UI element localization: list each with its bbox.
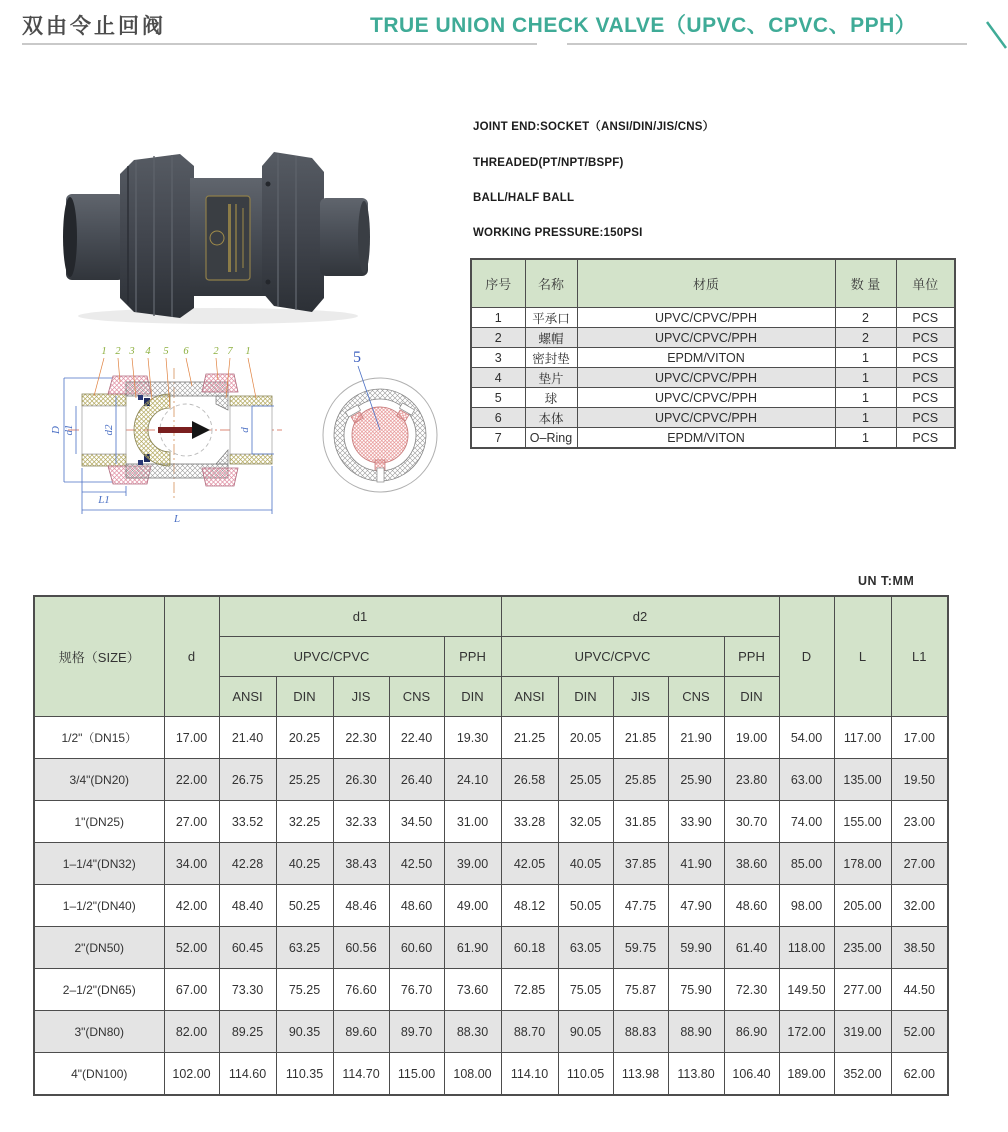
value-cell: 47.90 <box>668 885 724 927</box>
value-cell: 25.25 <box>276 759 333 801</box>
value-cell: 115.00 <box>389 1053 444 1096</box>
value-cell: 41.90 <box>668 843 724 885</box>
value-cell: 26.30 <box>333 759 389 801</box>
table-row <box>34 969 948 1011</box>
value-cell: 25.05 <box>558 759 613 801</box>
callout-3: 3 <box>129 346 135 357</box>
row-key-cell: 3 <box>471 348 525 368</box>
value-cell: 178.00 <box>834 843 891 885</box>
value-cell: 22.30 <box>333 717 389 759</box>
col-header-d1-jis: JIS <box>333 677 389 717</box>
value-cell: 19.30 <box>444 717 501 759</box>
value-cell: 88.90 <box>668 1011 724 1053</box>
dim-table-body <box>34 717 948 1096</box>
value-cell: 82.00 <box>164 1011 219 1053</box>
col-header-unit: 单位 <box>896 259 955 308</box>
value-cell: 114.70 <box>333 1053 389 1096</box>
table-row <box>471 408 955 428</box>
end-view <box>323 349 437 492</box>
row-key-cell: 5 <box>471 388 525 408</box>
col-header-d1-ansi: ANSI <box>219 677 276 717</box>
unit-note: UN T:MM <box>858 574 915 588</box>
value-cell: 48.60 <box>389 885 444 927</box>
value-cell: 110.05 <box>558 1053 613 1096</box>
value-cell: 61.40 <box>724 927 779 969</box>
value-cell: 26.58 <box>501 759 558 801</box>
table-row <box>471 368 955 388</box>
row-key-cell: 3/4"(DN20) <box>34 759 164 801</box>
table-row <box>34 1053 948 1096</box>
value-cell: 88.70 <box>501 1011 558 1053</box>
value-cell: 72.85 <box>501 969 558 1011</box>
dim-label-D: D <box>50 426 62 434</box>
callout-6: 6 <box>183 346 189 357</box>
value-cell: 102.00 <box>164 1053 219 1096</box>
col-header-L: L <box>834 596 891 717</box>
value-cell: UPVC/CPVC/PPH <box>577 368 835 388</box>
value-cell: 34.00 <box>164 843 219 885</box>
value-cell: 47.75 <box>613 885 668 927</box>
valve-left-union-nut <box>120 154 194 318</box>
valve-right-union-nut <box>262 152 324 312</box>
value-cell: 20.25 <box>276 717 333 759</box>
value-cell: 118.00 <box>779 927 834 969</box>
value-cell: 89.25 <box>219 1011 276 1053</box>
value-cell: 52.00 <box>891 1011 948 1053</box>
col-group-d1-pph: PPH <box>444 637 501 677</box>
technical-drawing <box>20 338 460 533</box>
value-cell: 48.46 <box>333 885 389 927</box>
corner-accent-mark <box>985 18 1008 50</box>
value-cell: 25.90 <box>668 759 724 801</box>
value-cell: 32.25 <box>276 801 333 843</box>
value-cell: 本体 <box>525 408 577 428</box>
value-cell: EPDM/VITON <box>577 348 835 368</box>
dim-header-row-1 <box>34 596 948 637</box>
value-cell: 110.35 <box>276 1053 333 1096</box>
value-cell: 85.00 <box>779 843 834 885</box>
spec-ball: BALL/HALF BALL <box>473 192 575 204</box>
table-row <box>34 759 948 801</box>
value-cell: 19.50 <box>891 759 948 801</box>
callout-5: 5 <box>163 346 169 357</box>
value-cell: 114.10 <box>501 1053 558 1096</box>
value-cell: 38.50 <box>891 927 948 969</box>
value-cell: 76.70 <box>389 969 444 1011</box>
col-header-d2-pph-din: DIN <box>724 677 779 717</box>
table-row <box>34 1011 948 1053</box>
value-cell: 74.00 <box>779 801 834 843</box>
value-cell: 1 <box>835 368 896 388</box>
col-group-d2-upvc: UPVC/CPVC <box>501 637 724 677</box>
photo-shadow <box>78 308 358 324</box>
value-cell: 113.80 <box>668 1053 724 1096</box>
value-cell: 1 <box>835 408 896 428</box>
spec-threaded: THREADED(PT/NPT/BSPF) <box>473 157 624 169</box>
value-cell: 50.25 <box>276 885 333 927</box>
row-key-cell: 7 <box>471 428 525 449</box>
value-cell: 60.18 <box>501 927 558 969</box>
value-cell: 24.10 <box>444 759 501 801</box>
value-cell: 277.00 <box>834 969 891 1011</box>
col-header-material: 材质 <box>577 259 835 308</box>
value-cell: 75.87 <box>613 969 668 1011</box>
value-cell: 31.85 <box>613 801 668 843</box>
value-cell: 19.00 <box>724 717 779 759</box>
value-cell: 40.25 <box>276 843 333 885</box>
parts-table-header-row <box>471 259 955 308</box>
table-row <box>34 717 948 759</box>
value-cell: 62.00 <box>891 1053 948 1096</box>
value-cell: 113.98 <box>613 1053 668 1096</box>
col-header-L1: L1 <box>891 596 948 717</box>
value-cell: 37.85 <box>613 843 668 885</box>
row-key-cell: 2 <box>471 328 525 348</box>
value-cell: 59.75 <box>613 927 668 969</box>
value-cell: 17.00 <box>891 717 948 759</box>
row-key-cell: 1–1/2"(DN40) <box>34 885 164 927</box>
dim-label-L1: L1 <box>98 494 110 506</box>
value-cell: 23.80 <box>724 759 779 801</box>
value-cell: 1 <box>835 348 896 368</box>
col-header-d2-din: DIN <box>558 677 613 717</box>
table-row <box>34 843 948 885</box>
col-header-d2-cns: CNS <box>668 677 724 717</box>
col-header-size: 规格（SIZE） <box>34 596 164 717</box>
callout-1: 1 <box>101 346 107 357</box>
value-cell: PCS <box>896 328 955 348</box>
value-cell: 密封垫 <box>525 348 577 368</box>
value-cell: 30.70 <box>724 801 779 843</box>
value-cell: PCS <box>896 428 955 449</box>
value-cell: 73.30 <box>219 969 276 1011</box>
value-cell: 50.05 <box>558 885 613 927</box>
row-key-cell: 4 <box>471 368 525 388</box>
value-cell: 平承口 <box>525 308 577 328</box>
value-cell: 42.05 <box>501 843 558 885</box>
value-cell: 89.60 <box>333 1011 389 1053</box>
row-key-cell: 1"(DN25) <box>34 801 164 843</box>
parts-table-body <box>471 308 955 449</box>
flow-arrow <box>158 421 210 439</box>
col-header-qty: 数 量 <box>835 259 896 308</box>
value-cell: 60.45 <box>219 927 276 969</box>
page-title-english: TRUE UNION CHECK VALVE（UPVC、CPVC、PPH） <box>370 14 917 37</box>
value-cell: 89.70 <box>389 1011 444 1053</box>
value-cell: 76.60 <box>333 969 389 1011</box>
callout-numbers <box>101 346 250 357</box>
value-cell: 31.00 <box>444 801 501 843</box>
col-group-d2-pph: PPH <box>724 637 779 677</box>
dim-label-L: L <box>173 513 181 525</box>
value-cell: 235.00 <box>834 927 891 969</box>
table-row <box>34 801 948 843</box>
value-cell: 90.35 <box>276 1011 333 1053</box>
col-header-name: 名称 <box>525 259 577 308</box>
value-cell: PCS <box>896 368 955 388</box>
value-cell: 86.90 <box>724 1011 779 1053</box>
header-divider-left <box>22 43 537 45</box>
value-cell: 21.40 <box>219 717 276 759</box>
dim-label-d1: d1 <box>63 424 75 436</box>
table-row <box>471 328 955 348</box>
value-cell: 205.00 <box>834 885 891 927</box>
value-cell: 48.60 <box>724 885 779 927</box>
value-cell: 32.33 <box>333 801 389 843</box>
value-cell: 38.60 <box>724 843 779 885</box>
value-cell: UPVC/CPVC/PPH <box>577 308 835 328</box>
spec-list <box>473 118 714 262</box>
col-header-index: 序号 <box>471 259 525 308</box>
table-row <box>471 388 955 408</box>
col-group-d1: d1 <box>219 596 501 637</box>
callout-1b: 1 <box>245 346 251 357</box>
value-cell: 106.40 <box>724 1053 779 1096</box>
value-cell: 球 <box>525 388 577 408</box>
value-cell: 22.40 <box>389 717 444 759</box>
dimension-table <box>33 595 949 1096</box>
value-cell: 25.85 <box>613 759 668 801</box>
value-cell: 49.00 <box>444 885 501 927</box>
value-cell: 33.28 <box>501 801 558 843</box>
value-cell: 21.25 <box>501 717 558 759</box>
value-cell: 60.56 <box>333 927 389 969</box>
spec-working-pressure: WORKING PRESSURE:150PSI <box>473 227 643 239</box>
value-cell: 32.05 <box>558 801 613 843</box>
table-row <box>471 428 955 449</box>
value-cell: 40.05 <box>558 843 613 885</box>
row-key-cell: 4"(DN100) <box>34 1053 164 1096</box>
value-cell: 21.90 <box>668 717 724 759</box>
value-cell: 54.00 <box>779 717 834 759</box>
value-cell: 52.00 <box>164 927 219 969</box>
value-cell: 27.00 <box>164 801 219 843</box>
value-cell: 42.28 <box>219 843 276 885</box>
value-cell: EPDM/VITON <box>577 428 835 449</box>
value-cell: 98.00 <box>779 885 834 927</box>
row-key-cell: 1/2"（DN15） <box>34 717 164 759</box>
value-cell: 88.83 <box>613 1011 668 1053</box>
value-cell: 2 <box>835 308 896 328</box>
value-cell: 61.90 <box>444 927 501 969</box>
value-cell: 60.60 <box>389 927 444 969</box>
value-cell: 21.85 <box>613 717 668 759</box>
col-header-d1-pph-din: DIN <box>444 677 501 717</box>
value-cell: 352.00 <box>834 1053 891 1096</box>
value-cell: 63.25 <box>276 927 333 969</box>
col-header-D: D <box>779 596 834 717</box>
value-cell: 63.05 <box>558 927 613 969</box>
value-cell: 32.00 <box>891 885 948 927</box>
value-cell: 72.30 <box>724 969 779 1011</box>
value-cell: 42.00 <box>164 885 219 927</box>
value-cell: 117.00 <box>834 717 891 759</box>
page-title-chinese: 双由令止回阀 <box>22 15 166 38</box>
value-cell: 75.05 <box>558 969 613 1011</box>
col-group-d1-upvc: UPVC/CPVC <box>219 637 444 677</box>
dim-label-d: d <box>239 427 251 433</box>
value-cell: 26.75 <box>219 759 276 801</box>
value-cell: 135.00 <box>834 759 891 801</box>
value-cell: 114.60 <box>219 1053 276 1096</box>
row-key-cell: 2–1/2"(DN65) <box>34 969 164 1011</box>
table-row <box>471 308 955 328</box>
col-header-d2-jis: JIS <box>613 677 668 717</box>
col-header-d: d <box>164 596 219 717</box>
value-cell: 33.52 <box>219 801 276 843</box>
value-cell: 26.40 <box>389 759 444 801</box>
value-cell: 108.00 <box>444 1053 501 1096</box>
row-key-cell: 3"(DN80) <box>34 1011 164 1053</box>
value-cell: 75.25 <box>276 969 333 1011</box>
end-view-callout-5: 5 <box>353 349 361 366</box>
value-cell: 垫片 <box>525 368 577 388</box>
value-cell: PCS <box>896 348 955 368</box>
value-cell: 20.05 <box>558 717 613 759</box>
col-header-d1-cns: CNS <box>389 677 444 717</box>
col-header-d2-ansi: ANSI <box>501 677 558 717</box>
value-cell: 27.00 <box>891 843 948 885</box>
col-group-d2: d2 <box>501 596 779 637</box>
value-cell: 63.00 <box>779 759 834 801</box>
value-cell: 67.00 <box>164 969 219 1011</box>
table-row <box>471 348 955 368</box>
value-cell: UPVC/CPVC/PPH <box>577 388 835 408</box>
value-cell: 34.50 <box>389 801 444 843</box>
value-cell: 33.90 <box>668 801 724 843</box>
value-cell: UPVC/CPVC/PPH <box>577 328 835 348</box>
dim-label-d2: d2 <box>103 424 115 436</box>
value-cell: 155.00 <box>834 801 891 843</box>
value-cell: 22.00 <box>164 759 219 801</box>
callout-2: 2 <box>115 346 121 357</box>
row-key-cell: 2"(DN50) <box>34 927 164 969</box>
value-cell: 149.50 <box>779 969 834 1011</box>
header-divider-right <box>567 43 967 45</box>
value-cell: 39.00 <box>444 843 501 885</box>
table-row <box>34 885 948 927</box>
value-cell: 44.50 <box>891 969 948 1011</box>
value-cell: 73.60 <box>444 969 501 1011</box>
parts-table <box>470 258 956 449</box>
value-cell: PCS <box>896 388 955 408</box>
value-cell: 59.90 <box>668 927 724 969</box>
value-cell: 90.05 <box>558 1011 613 1053</box>
cross-section-view <box>50 346 282 525</box>
spec-joint-end: JOINT END:SOCKET（ANSI/DIN/JIS/CNS） <box>473 121 715 133</box>
value-cell: PCS <box>896 408 955 428</box>
value-cell: 2 <box>835 328 896 348</box>
value-cell: 38.43 <box>333 843 389 885</box>
product-photo-valve <box>58 132 374 328</box>
value-cell: PCS <box>896 308 955 328</box>
col-header-d1-din: DIN <box>276 677 333 717</box>
table-row <box>34 927 948 969</box>
value-cell: 189.00 <box>779 1053 834 1096</box>
value-cell: 23.00 <box>891 801 948 843</box>
value-cell: 17.00 <box>164 717 219 759</box>
row-key-cell: 1 <box>471 308 525 328</box>
value-cell: 319.00 <box>834 1011 891 1053</box>
value-cell: 1 <box>835 428 896 449</box>
callout-2b: 2 <box>213 346 219 357</box>
callout-7: 7 <box>227 346 233 357</box>
value-cell: 75.90 <box>668 969 724 1011</box>
value-cell: 48.12 <box>501 885 558 927</box>
value-cell: 88.30 <box>444 1011 501 1053</box>
value-cell: 1 <box>835 388 896 408</box>
value-cell: 42.50 <box>389 843 444 885</box>
row-key-cell: 6 <box>471 408 525 428</box>
value-cell: 48.40 <box>219 885 276 927</box>
callout-4: 4 <box>145 346 151 357</box>
value-cell: 172.00 <box>779 1011 834 1053</box>
value-cell: 螺帽 <box>525 328 577 348</box>
row-key-cell: 1–1/4"(DN32) <box>34 843 164 885</box>
value-cell: UPVC/CPVC/PPH <box>577 408 835 428</box>
value-cell: O–Ring <box>525 428 577 449</box>
